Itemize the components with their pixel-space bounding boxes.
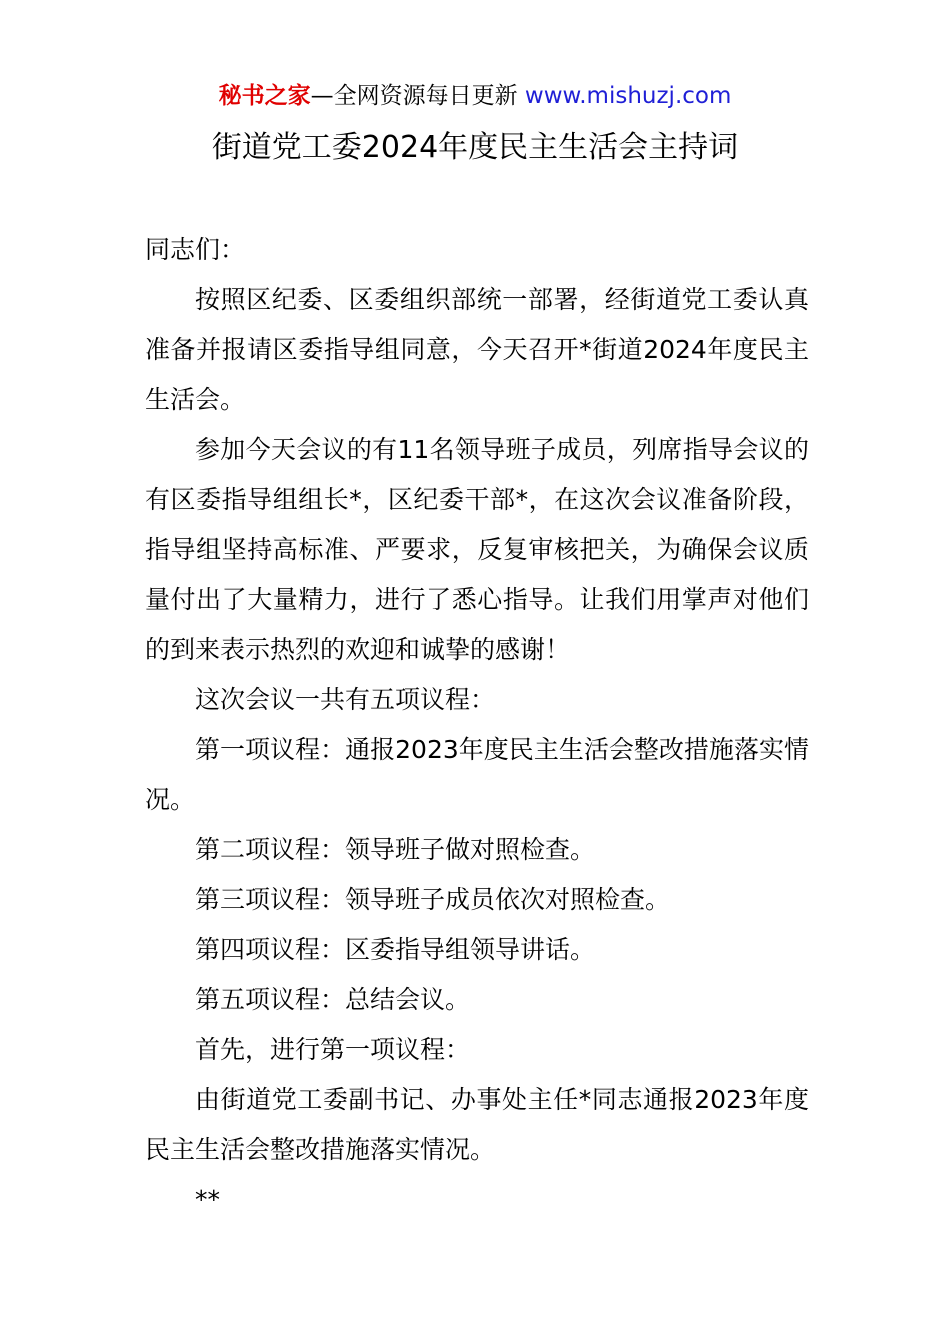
- paragraph: 首先，进行第一项议程：: [195, 1035, 471, 1064]
- paragraph: 由街道党工委副书记、办事处主任*同志通报2023年度民主生活会整改措施落实情况。: [145, 1085, 809, 1164]
- paragraph: 按照区纪委、区委组织部统一部署，经街道党工委认真准备并报请区委指导组同意，今天召开*街道2024年度民主生活会。: [145, 285, 809, 414]
- agenda-item-5: 第五项议程：总结会议。: [195, 985, 471, 1014]
- agenda-item-4: 第四项议程：区委指导组领导讲话。: [195, 935, 596, 964]
- paragraph: 参加今天会议的有11名领导班子成员，列席指导会议的有区委指导组组长*，区纪委干部*，在这次会议准备阶段，指导组坚持高标准、严要求，反复审核把关，为确保会议质量付出了大量精力，进行了悉心指导。让我们用掌声对他们的到来表示热烈的欢迎和诚挚的感谢！: [145, 435, 809, 664]
- document-body: [145, 225, 809, 1225]
- salutation: 同志们：: [145, 235, 246, 264]
- agenda-item-3: 第三项议程：领导班子成员依次对照检查。: [195, 885, 671, 914]
- document-title: 街道党工委2024年度民主生活会主持词: [211, 130, 739, 165]
- paragraph: 这次会议一共有五项议程：: [195, 685, 496, 714]
- site-url-link[interactable]: www.mishuzj.com: [524, 83, 732, 109]
- agenda-item-1: 第一项议程：通报2023年度民主生活会整改措施落实情况。: [145, 735, 809, 814]
- header-tagline: —全网资源每日更新: [310, 83, 518, 109]
- agenda-item-2: 第二项议程：领导班子做对照检查。: [195, 835, 596, 864]
- brand-name: 秘书之家: [218, 83, 311, 109]
- site-header: [0, 80, 950, 112]
- paragraph: **: [195, 1185, 220, 1214]
